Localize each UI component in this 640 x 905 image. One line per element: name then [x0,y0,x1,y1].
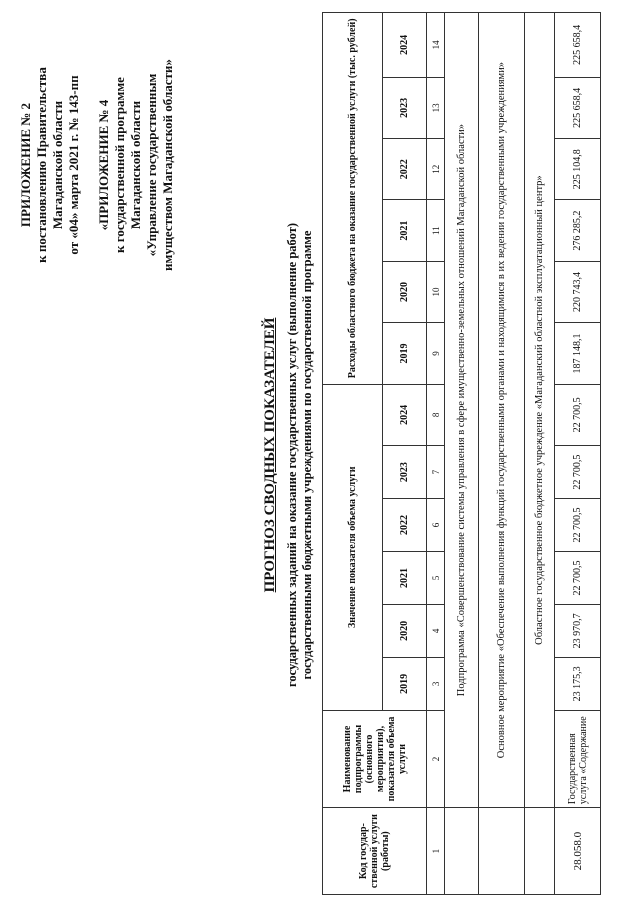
appendix-2-label: ПРИЛОЖЕНИЕ № 2 [18,102,33,228]
program-line-4: имуществом Магаданской области» [160,59,175,271]
header-volume-group: Значение показателя объема услуги [323,384,383,710]
column-number: 6 [427,499,445,552]
header-year: 2021 [383,200,427,261]
column-number: 9 [427,323,445,384]
column-number-row [427,13,445,895]
decree-line-1: к постановлению Правительства [34,67,49,263]
volume-value: 22 700,5 [555,446,601,499]
title-line-3: государственными бюджетными учреждениями по государственной программе [300,230,314,680]
service-name: Государственная услуга «Содержание [555,710,601,807]
column-number: 10 [427,261,445,322]
header-name: Наименование подпрограммы (основного мероприятия), показателя объема услуги [323,710,427,807]
volume-value: 23 970,7 [555,604,601,657]
header-year: 2021 [383,551,427,604]
header-year: 2019 [383,657,427,710]
institution-row: Областное государственное бюджетное учреждение «Магаданский областной эксплуатационный центр» [525,13,555,808]
header-year: 2024 [383,384,427,445]
title-main: ПРОГНОЗ СВОДНЫХ ПОКАЗАТЕЛЕЙ [262,317,278,593]
subprogram-row: Подпрограмма «Совершенствование системы управления в сфере имущественно-земельных отношений Магаданской области» [445,13,479,808]
column-number: 5 [427,551,445,604]
budget-value: 187 148,1 [555,323,601,384]
header-year: 2022 [383,499,427,552]
header-year: 2022 [383,139,427,200]
budget-value: 225 658,4 [555,13,601,78]
volume-value: 22 700,5 [555,499,601,552]
column-number: 2 [427,710,445,807]
appendix-header [18,15,176,315]
indicators-table [322,12,601,895]
column-number: 14 [427,13,445,78]
column-number: 13 [427,77,445,138]
title-line-2: государственных заданий на оказание государственных услуг (выполнение работ) [285,223,299,687]
header-year: 2024 [383,13,427,78]
header-budget-group: Расходы областного бюджета на оказание государственной услуги (тыс. рублей) [323,13,383,385]
column-number: 7 [427,446,445,499]
budget-value: 276 285,2 [555,200,601,261]
appendix-4-label: «ПРИЛОЖЕНИЕ № 4 [96,99,111,231]
header-year: 2020 [383,604,427,657]
main-activity-row: Основное мероприятие «Обеспечение выполнения функций государственными органами и находящимися в их ведении государственными учреждениями» [479,13,525,808]
column-number: 12 [427,139,445,200]
header-year: 2023 [383,446,427,499]
budget-value: 225 104,8 [555,139,601,200]
volume-value: 22 700,5 [555,551,601,604]
budget-value: 225 658,4 [555,77,601,138]
column-number: 11 [427,200,445,261]
column-number: 8 [427,384,445,445]
column-number: 4 [427,604,445,657]
column-number: 1 [427,808,445,895]
header-year: 2023 [383,77,427,138]
column-number: 3 [427,657,445,710]
decree-line-2: Магаданской области [50,100,65,230]
volume-value: 23 175,3 [555,657,601,710]
header-year: 2020 [383,261,427,322]
header-year: 2019 [383,323,427,384]
decree-line-3: от «04» марта 2021 г. № 143-пп [66,75,81,255]
header-code: Код государ-ственной услуги (работы) [323,808,427,895]
document-title [262,155,315,755]
volume-value: 22 700,5 [555,384,601,445]
program-line-3: «Управление государственным [144,73,159,257]
program-line-1: к государственной программе [112,77,127,253]
program-line-2: Магаданской области [128,100,143,230]
service-code: 28.058.0 [555,808,601,895]
budget-value: 220 743,4 [555,261,601,322]
table-row [555,13,601,895]
